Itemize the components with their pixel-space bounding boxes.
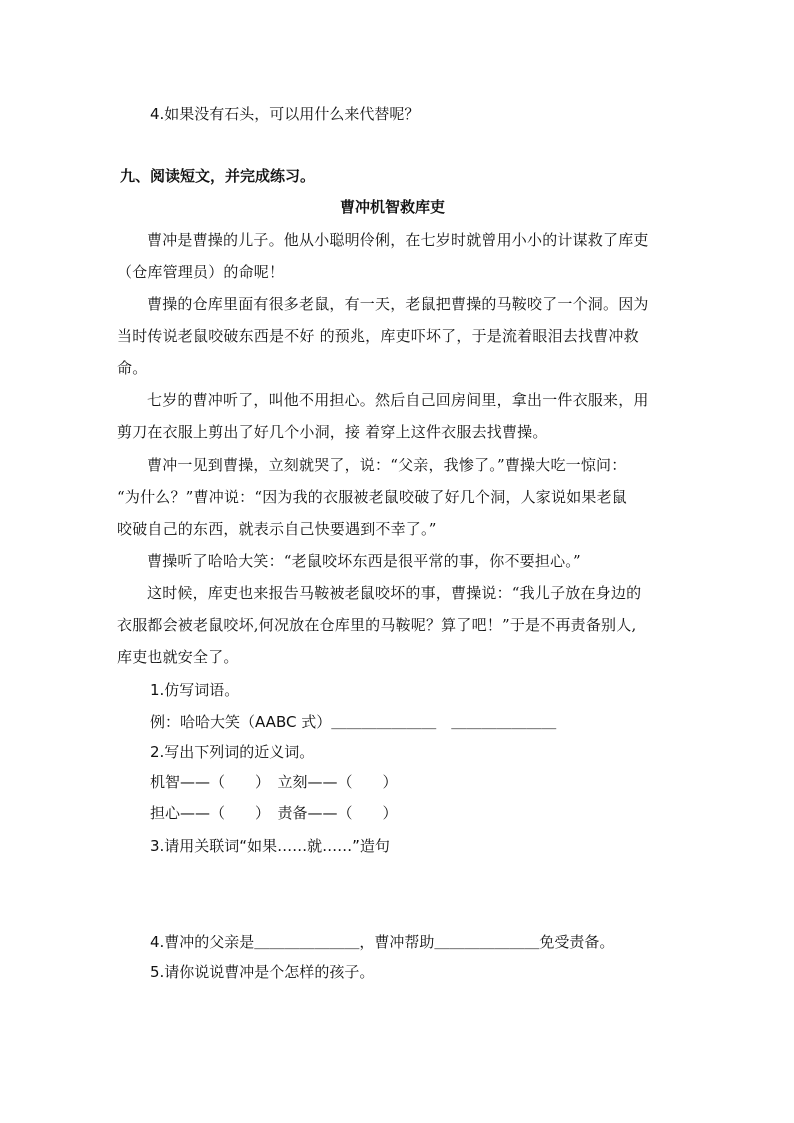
passage-line: 咬破自己的东西，就表示自己快要遇到不幸了。” [117, 520, 437, 538]
passage-line: “为什么？”曹冲说：“因为我的衣服被老鼠咬破了好几个洞，人家说如果老鼠 [117, 488, 628, 506]
section-heading: 九、阅读短文，并完成练习。 [120, 167, 316, 185]
question-4: 4.曹冲的父亲是＿＿＿＿＿＿＿，曹冲帮助＿＿＿＿＿＿＿免受责备。 [150, 933, 615, 951]
previous-question-4: 4.如果没有石头，可以用什么来代替呢？ [150, 105, 420, 123]
passage-line: 曹冲是曹操的儿子。他从小聪明伶俐，在七岁时就曾用小小的计谋救了库吏 [147, 231, 649, 249]
question-2-row-2: 担心——（ ） 责备——（ ） [150, 804, 398, 822]
passage-line: 当时传说老鼠咬破东西是不好 的预兆，库吏吓坏了，于是流着眼泪去找曹冲救 [117, 327, 639, 345]
passage-line: （仓库管理员）的命呢！ [117, 263, 285, 281]
passage-line: 命。 [117, 359, 148, 377]
passage-line: 库吏也就安全了。 [117, 648, 239, 666]
question-3-title: 3.请用关联词“如果……就……”造句 [150, 837, 390, 855]
passage-line: 曹操的仓库里面有很多老鼠，有一天，老鼠把曹操的马鞍咬了一个洞。因为 [147, 295, 649, 313]
question-1-example: 例：哈哈大笑（AABC 式）＿＿＿＿＿＿＿ ＿＿＿＿＿＿＿ [150, 713, 557, 731]
question-1-title: 1.仿写词语。 [150, 681, 240, 699]
question-5: 5.请你说说曹冲是个怎样的孩子。 [150, 963, 375, 981]
passage-line: 曹操听了哈哈大笑：“老鼠咬坏东西是很平常的事，你不要担心。” [147, 552, 581, 570]
passage-line: 七岁的曹冲听了，叫他不用担心。然后自己回房间里，拿出一件衣服来，用 [147, 391, 649, 409]
question-2-title: 2.写出下列词的近义词。 [150, 743, 315, 761]
passage-line: 衣服都会被老鼠咬坏,何况放在仓库里的马鞍呢？算了吧！”于是不再责备别人, [117, 616, 637, 634]
passage-line: 这时候，库吏也来报告马鞍被老鼠咬坏的事，曹操说：“我儿子放在身边的 [147, 584, 642, 602]
passage-line: 曹冲一见到曹操，立刻就哭了，说：“父亲，我惨了。”曹操大吃一惊问： [147, 456, 627, 474]
story-title: 曹冲机智救库吏 [340, 198, 446, 216]
passage-line: 剪刀在衣服上剪出了好几个小洞，接 着穿上这件衣服去找曹操。 [117, 423, 548, 441]
question-2-row-1: 机智——（ ） 立刻——（ ） [150, 773, 398, 791]
